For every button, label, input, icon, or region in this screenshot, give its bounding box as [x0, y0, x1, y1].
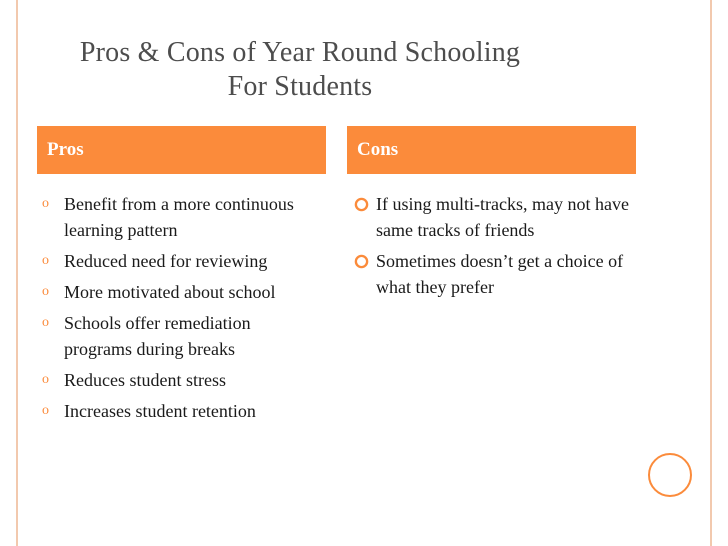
- pros-header: Pros: [37, 126, 326, 174]
- pros-item-text: Increases student retention: [64, 401, 256, 421]
- pros-item-text: More motivated about school: [64, 282, 276, 302]
- o-bullet-icon: o: [42, 284, 49, 299]
- cons-header: Cons: [347, 126, 636, 174]
- list-item: [352, 191, 642, 243]
- o-bullet-icon: o: [42, 196, 49, 211]
- slide-title: [40, 36, 560, 104]
- circle-bullet-icon: [354, 197, 369, 212]
- pros-item-text: Schools offer remediation programs during breaks: [64, 313, 251, 359]
- title-line-2: For Students: [227, 71, 373, 102]
- cons-item-text: If using multi-tracks, may not have same tracks of friends: [376, 194, 629, 240]
- list-item: [352, 248, 642, 300]
- list-item: [40, 279, 320, 305]
- decorative-circle: [648, 453, 692, 497]
- cons-item-text: Sometimes doesn’t get a choice of what they prefer: [376, 251, 624, 297]
- cons-list: [352, 191, 642, 305]
- o-bullet-icon: o: [42, 372, 49, 387]
- pros-list: [40, 191, 320, 429]
- o-bullet-icon: o: [42, 403, 49, 418]
- pros-item-text: Benefit from a more continuous learning pattern: [64, 194, 294, 240]
- o-bullet-icon: o: [42, 315, 49, 330]
- circle-bullet-icon: [354, 254, 369, 269]
- pros-item-text: Reduced need for reviewing: [64, 251, 268, 271]
- pros-item-text: Reduces student stress: [64, 370, 226, 390]
- list-item: [40, 310, 320, 362]
- list-item: [40, 367, 320, 393]
- list-item: [40, 248, 320, 274]
- o-bullet-icon: o: [42, 253, 49, 268]
- title-line-1: Pros & Cons of Year Round Schooling: [79, 37, 521, 68]
- list-item: [40, 191, 320, 243]
- list-item: [40, 398, 320, 424]
